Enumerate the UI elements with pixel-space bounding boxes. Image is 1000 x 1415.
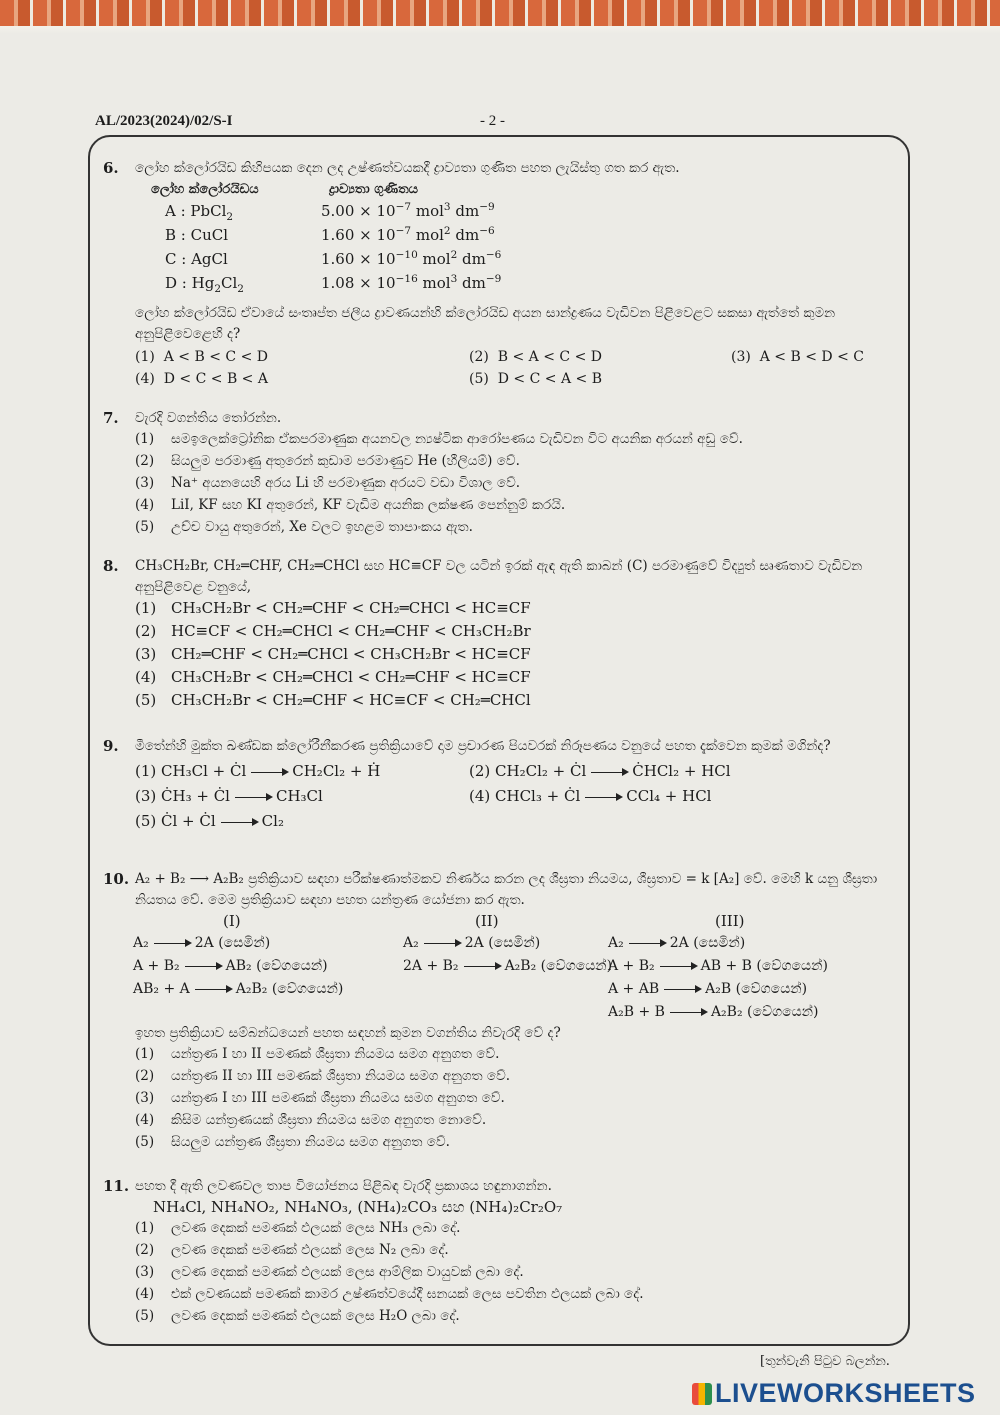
option-2[interactable] [135,621,898,644]
reaction-arrow [195,989,231,990]
question-intro: පහත දී ඇති ලවණවල තාප වියෝජනය පිළිබඳ වැරදි ප්‍රකාශය හඳුනාගන්න. [135,1178,552,1194]
option-2[interactable] [135,451,898,473]
option-text: සමඉලෙක්ට්‍රෝනික ඒකපරමාණුක අයනවල න්‍යෂ්ටික ආරෝපණය වැඩිවන විට අයනික අරයන් අඩු වේ. [171,431,743,447]
step-rate-note: (වේගයෙන්) [267,981,344,997]
salt-list: NH₄Cl, NH₄NO₂, NH₄NO₃, (NH₄)₂CO₃ සහ (NH₄)₂Cr₂O₇ [153,1198,563,1216]
question-intro: A₂ + B₂ ⟶ A₂B₂ ප්‍රතික්‍රියාව සඳහා පරීක්ෂණාත්මකව නිර්ණය කරන ලද ශීඝ්‍රතා නියමය, ශීඝ්‍රතාව = k [A₂] වේ. මෙහි k යනු ශීඝ්‍රතා නියතය වේ. මෙම ප්‍රතික්‍රියාව සඳහා පහත යන්ත්‍රණ යෝජනා කර ඇත. [135,871,878,908]
option-text: යන්ත්‍රණ I හා II පමණක් ශීඝ්‍රතා නියමය සමග අනුගත වේ. [171,1046,500,1062]
mechanism-2-step [403,933,540,954]
column-header-chloride: ලෝහ ක්ලෝරයිඩය [151,182,259,197]
option-text: උච්ච වායු අතුරෙන්, Xe වලට ඉහළම තාපාංකය ඇත. [171,519,473,535]
option-3[interactable]: (3) A < B < D < C [731,349,864,365]
answer-options [103,1218,898,1328]
reactants: CHCl₃ + Ċl [495,787,581,805]
question-intro: වැරදි වගන්තිය තෝරන්න. [135,410,282,426]
option-number: (1) [135,599,157,617]
page-header [95,113,895,135]
liveworksheets-icon [692,1383,712,1405]
step-products: 2A [194,935,214,951]
ksp-value: $5.00 \times 10^{-7}$ mol$^3$ $dm^{-9}$ [321,201,495,220]
option-number: (4) [135,668,157,686]
question-number: 8. [103,557,119,575]
option-2[interactable]: (2) B < A < C < D [469,349,602,365]
option-number: (5) [135,1134,155,1150]
paper-code: AL/2023(2024)/02/S-I [95,113,233,129]
option-3[interactable] [135,1088,898,1110]
step-rate-note: (සෙමින්) [213,935,271,951]
step-products: A₂B₂ [235,981,268,997]
turn-page-note: [තුන්වැනි පිටුව බලන්න. [760,1354,890,1369]
option-3[interactable] [135,644,898,667]
step-reactants: AB₂ + A [133,981,190,997]
reactants: ĊH₃ + Ċl [161,787,230,805]
step-products: A₂B₂ [504,958,537,974]
option-number: (1) [135,1046,155,1062]
option-5[interactable] [135,690,898,713]
option-1[interactable] [135,1218,898,1240]
ksp-value: $1.60 \times 10^{-7}$ mol$^2$ $dm^{-6}$ [321,225,495,244]
step-products: AB₂ [225,958,252,974]
option-number: (3) [135,1090,155,1106]
chloride-formula: C : AgCl [165,250,228,268]
step-rate-note: (වේගයෙන්) [731,981,808,997]
option-number: (3) [135,645,157,663]
step-products: 2A [669,935,689,951]
reaction-arrow [670,1012,706,1013]
question-11 [103,1176,898,1328]
table-row [103,249,898,273]
option-1[interactable] [135,598,898,621]
option-2[interactable] [469,761,731,782]
option-5[interactable] [135,1132,898,1154]
products: CCl₄ + HCl [626,787,712,805]
chloride-formula: B : CuCl [165,226,229,244]
reaction-arrow [251,772,287,773]
option-5[interactable] [135,517,898,539]
option-number: (3) [135,475,155,491]
question-8 [103,556,898,713]
step-reactants: A₂ [133,935,149,951]
option-4[interactable] [469,786,711,807]
mechanism-1-step [133,933,270,954]
option-number: (4) [135,1286,155,1302]
reaction-arrow [629,943,665,944]
mechanism-3-step [608,933,745,954]
option-text: කිසිම යන්ත්‍රණයක් ශීඝ්‍රතා නියමය සමග අනුගත නොවේ. [171,1112,487,1128]
reactants: CH₃Cl + Ċl [161,762,247,780]
liveworksheets-logo: LIVEWORKSHEETS [692,1378,992,1408]
step-products: A₂B [705,981,732,997]
reaction-arrow [221,822,257,823]
question-intro: CH₃CH₂Br, CH₂═CHF, CH₂═CHCl සහ HC≡CF වල යටින් ඉරක් ඇඳ ඇති කාබන් (C) පරමාණුවේ විද්‍යුත් සෘණතාව වැඩිවන අනුපිළිවෙළ වනුයේ, [135,558,863,595]
option-text: යන්ත්‍රණ II හා III පමණක් ශීඝ්‍රතා නියමය සමග අනුගත වේ. [171,1068,511,1084]
reaction-arrow [235,797,271,798]
option-number: (4) [135,497,155,513]
option-4[interactable]: (4) D < C < B < A [135,371,268,387]
products: ĊHCl₂ + HCl [632,762,731,780]
option-text: CH₃CH₂Br < CH₂═CHF < CH₂═CHCl < HC≡CF [171,599,531,617]
option-1[interactable]: (1) A < B < C < D [135,349,268,365]
ksp-value: $1.60 \times 10^{-10}$ mol$^2$ $dm^{-6}$ [321,249,502,268]
option-text: LiI, KF සහ KI අතුරෙන්, KF වැඩිම අයනික ලක්ෂණ පෙන්නුම් කරයි. [171,497,566,513]
reaction-arrow [185,966,221,967]
step-rate-note: (වේගයෙන්) [751,958,828,974]
option-number: (5) [135,1308,155,1324]
step-products: A₂B₂ [710,1004,743,1020]
products: CH₃Cl [275,787,323,805]
step-reactants: A₂B + B [608,1004,665,1020]
mechanism-label: (I) [223,912,241,930]
option-text: ලවණ දෙකක් පමණක් ඵලයක් ලෙස ආම්ලික වායුවක් ලබා දේ. [171,1264,524,1280]
option-4[interactable] [135,1284,898,1306]
step-reactants: A + B₂ [133,958,180,974]
option-number: (5) [135,519,155,535]
answer-options [103,761,898,837]
mechanisms [103,911,898,1023]
answer-options [103,598,898,713]
question-number: 6. [103,159,119,177]
products: CH₂Cl₂ + Ḣ [292,762,381,780]
mechanism-3-step [608,1002,819,1023]
step-rate-note: (සෙමින්) [688,935,746,951]
option-number: (4) [135,1112,155,1128]
reactants: Ċl + Ċl [161,812,216,830]
option-number: (2) [135,1242,155,1258]
option-text: ලවණ දෙකක් පමණක් ඵලයක් ලෙස NH₃ ලබා දේ. [171,1220,461,1236]
option-number: (1) [135,1220,155,1236]
table-row [103,201,898,225]
option-number: (2) [469,762,496,780]
step-rate-note: (වේගයෙන්) [251,958,328,974]
question-stem: ඉහත ප්‍රතික්‍රියාව සම්බන්ධයෙන් පහත සඳහන් කුමන වගන්තිය නිවැරදි වේ ද? [135,1025,561,1041]
option-text: සියලුම පරමාණු අතුරෙන් කුඩාම පරමාණුව He (හීලියම්) වේ. [171,453,520,469]
option-text: CH₂═CHF < CH₂═CHCl < CH₃CH₂Br < HC≡CF [171,645,531,663]
table-row [103,273,898,297]
reaction-arrow [154,943,190,944]
question-number: 10. [103,870,130,888]
option-number: (5) [135,812,162,830]
answer-options [103,1044,898,1154]
option-4[interactable] [135,1110,898,1132]
step-rate-note: (සෙමින්) [483,935,541,951]
products: Cl₂ [261,812,284,830]
ksp-value: $1.08 \times 10^{-16}$ mol$^3$ $dm^{-9}$ [321,273,502,292]
option-text: Na⁺ අයනයෙහි අරය Li හි පරමාණුක අරයට වඩා විශාල වේ. [171,475,521,491]
option-2[interactable] [135,1066,898,1088]
question-7 [103,408,898,539]
reaction-arrow [664,989,700,990]
option-2[interactable] [135,1240,898,1262]
option-3[interactable] [135,1262,898,1284]
answer-options [103,429,898,539]
option-1[interactable] [135,761,380,782]
option-number: (5) [135,691,157,709]
step-reactants: A₂ [403,935,419,951]
step-products: 2A [464,935,484,951]
step-reactants: A₂ [608,935,624,951]
column-header-ksp: ද්‍රාව්‍යතා ගුණිතය [329,182,419,197]
option-number: (3) [135,1264,155,1280]
option-number: (1) [135,431,155,447]
mechanism-2-step [403,956,612,977]
question-10 [103,869,898,1154]
mechanism-1-step [133,956,328,977]
option-4[interactable] [135,495,898,517]
decorative-top-strip [0,0,1000,34]
option-number: (1) [135,762,162,780]
question-stem: ලෝහ ක්ලෝරයිඩ ඒවායේ සංතෘප්ත ජලීය ද්‍රාවණයන්හි ක්ලෝරයිඩ අයන සාන්ද්‍රණය වැඩිවන පිළිවෙළට සකසා ඇත්තේ කුමන අනුපිළිවෙළෙහි ද? [135,305,836,342]
reaction-arrow [585,797,621,798]
question-intro: මීතේන්හි මුක්ත ඛණ්ඩක ක්ලෝරීනීකරණ ප්‍රතික්‍රියාවේ දාම ප්‍රචාරණ පියවරක් නිරූපණය වනුයේ පහත දැක්වෙන කුමක් මගින්ද? [135,738,831,754]
answer-options [103,347,898,393]
chloride-formula: A : PbCl$_2$ [165,202,234,223]
option-number: (3) [135,787,162,805]
mechanism-label: (III) [715,912,745,930]
step-reactants: A + B₂ [608,958,655,974]
reaction-arrow [660,966,696,967]
question-9 [103,736,898,837]
option-1[interactable] [135,1044,898,1066]
option-5[interactable] [135,1306,898,1328]
reaction-arrow [591,772,627,773]
step-rate-note: (වේගයෙන්) [536,958,613,974]
option-text: එක් ලවණයක් පමණක් කාමර උෂ්ණත්වයේදී ඝනයක් ලෙස පවතින ඵලයක් ලබා දේ. [171,1286,644,1302]
mechanism-3-step [608,979,807,1000]
option-number: (2) [135,453,155,469]
option-text: CH₃CH₂Br < CH₂═CHF < HC≡CF < CH₂═CHCl [171,691,531,709]
mechanism-1-step [133,979,343,1000]
page-number: - 2 - [480,113,505,129]
reaction-arrow [424,943,460,944]
option-text: ලවණ දෙකක් පමණක් ඵලයක් ලෙස H₂O ලබා දේ. [171,1308,460,1324]
step-reactants: 2A + B₂ [403,958,459,974]
mechanism-label: (II) [475,912,499,930]
option-3[interactable] [135,473,898,495]
table-row [103,225,898,249]
question-number: 7. [103,409,119,427]
question-number: 11. [103,1177,130,1195]
option-5[interactable]: (5) D < C < A < B [469,371,602,387]
step-rate-note: (වේගයෙන්) [742,1004,819,1020]
option-number: (2) [135,1068,155,1084]
option-3[interactable] [135,786,323,807]
option-5[interactable] [135,811,284,832]
option-text: සියලුම යන්ත්‍රණ ශීඝ්‍රතා නියමය සමග අනුගත වේ. [171,1134,450,1150]
question-intro: ලෝහ ක්ලෝරයිඩ කිහිපයක දෙන ලද උෂ්ණත්වයකදී ද්‍රාව්‍යතා ගුණිත පහත ලැයිස්තු ගත කර ඇත. [135,160,680,176]
option-number: (2) [135,622,157,640]
step-products: AB + B [700,958,752,974]
option-text: HC≡CF < CH₂═CHCl < CH₂═CHF < CH₃CH₂Br [171,622,531,640]
question-number: 9. [103,737,119,755]
option-1[interactable] [135,429,898,451]
table-header [103,179,898,201]
option-text: ලවණ දෙකක් පමණක් ඵලයක් ලෙස N₂ ලබා දේ. [171,1242,449,1258]
option-text: යන්ත්‍රණ I හා III පමණක් ශීඝ්‍රතා නියමය සමග අනුගත වේ. [171,1090,505,1106]
step-reactants: A + AB [608,981,660,997]
reaction-arrow [464,966,500,967]
option-number: (4) [469,787,496,805]
option-4[interactable] [135,667,898,690]
mechanism-3-step [608,956,828,977]
reactants: CH₂Cl₂ + Ċl [495,762,587,780]
chloride-formula: D : $Hg_2Cl_2$ [165,274,244,295]
ksp-table [103,201,898,297]
option-text: CH₃CH₂Br < CH₂═CHCl < CH₂═CHF < HC≡CF [171,668,531,686]
question-6 [103,158,898,393]
